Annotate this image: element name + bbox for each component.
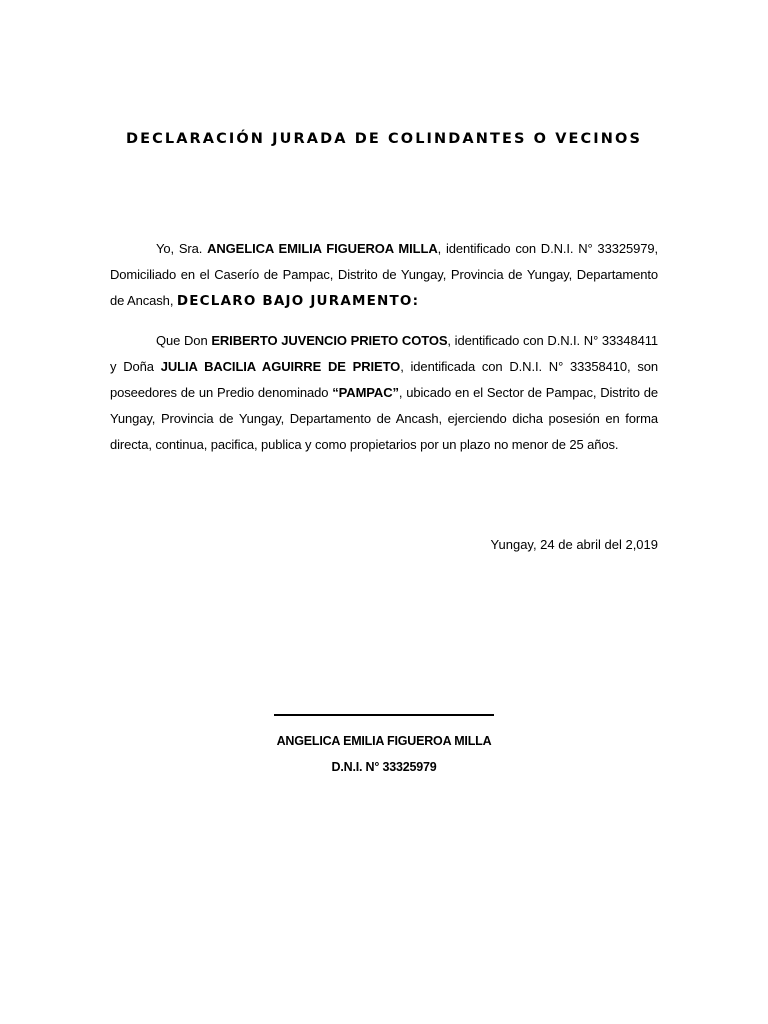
owner-name-1: ERIBERTO JUVENCIO PRIETO COTOS xyxy=(211,333,448,348)
predio-name: “PAMPAC” xyxy=(332,385,399,400)
p2-text-4: , ubicado en el Sector de Pampac, Distrito de Yungay, Provincia de Yungay, Departamento de Ancash, ejerciendo dicha posesión en forma directa, continua, pacifica, publica y como propietarios por un plazo no menor de 25 años. xyxy=(110,385,658,452)
p2-text-2: , identificado con D.N.I. N° 33348411 y Doña xyxy=(110,333,658,374)
p1-text-1: Yo, Sra. xyxy=(156,241,208,256)
p2-text-1: Que Don xyxy=(156,333,212,348)
declarant-paragraph xyxy=(110,236,658,314)
p2-text-3: , identificada con D.N.I. N° 33358410, son poseedores de un Predio denominado xyxy=(110,359,658,400)
declaro-heading: DECLARO BAJO JURAMENTO: xyxy=(176,293,420,309)
declarant-name: ANGELICA EMILIA FIGUEROA MILLA xyxy=(207,241,438,256)
signature-dni: D.N.I. N° 33325979 xyxy=(331,760,437,774)
p1-text-2: , identificado con D.N.I. N° 33325979, Domiciliado en el Caserío de Pampac, Distrito de Yungay, Provincia de Yungay, Departamento de Ancash, xyxy=(110,241,658,308)
signature-line xyxy=(274,714,494,716)
document-title: DECLARACIÓN JURADA DE COLINDANTES O VECINOS xyxy=(126,131,642,147)
signature-name: ANGELICA EMILIA FIGUEROA MILLA xyxy=(276,734,492,748)
owners-paragraph xyxy=(110,328,658,458)
document-date: Yungay, 24 de abril del 2,019 xyxy=(490,537,658,552)
owner-name-2: JULIA BACILIA AGUIRRE DE PRIETO xyxy=(160,359,401,374)
